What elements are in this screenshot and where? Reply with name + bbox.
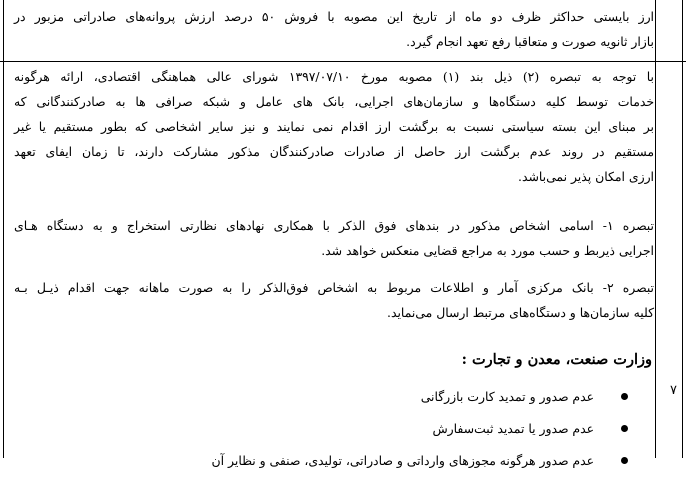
section-heading: وزارت صنعت، معدن و تجارت : xyxy=(461,351,652,368)
row-number: ۷ xyxy=(670,383,677,398)
list-item-text: عدم صدور و تمدید کارت بازرگانی xyxy=(420,389,594,404)
text-line: مستقیم در روند عدم برگشت ارز حاصل از صادرات صادرکنندگان مذکور مشارکت دارند، تا زمان ایفای تعهد xyxy=(14,144,654,159)
text-line: کلیه سازمان‌ها و دستگاه‌های مرتبط ارسال می‌نماید. xyxy=(387,305,654,320)
list-item xyxy=(14,445,608,477)
bullet-icon xyxy=(621,393,628,400)
note-2 xyxy=(14,275,654,325)
text-line: اجرایی ذیربط و حسب مورد به مراجع قضایی منعکس خواهد شد. xyxy=(321,243,654,258)
bullet-icon xyxy=(621,457,628,464)
list-item xyxy=(14,413,608,445)
text-line: تبصره ۱- اسامی اشخاص مذکور در بندهای فوق الذکر با همکاری نهادهای نظارتی استخراج و به دستگاه هـای xyxy=(14,218,654,233)
text-line: ارز بایستی حداکثر ظرف دو ماه از تاریخ این مصوبه با فروش ۵۰ درصد ارزش پروانه‌های صادراتی مزبور در xyxy=(14,9,654,24)
table-left-border xyxy=(3,0,4,458)
table-row-divider xyxy=(0,61,686,62)
table-column-divider xyxy=(655,0,656,458)
text-line: با توجه به تبصره (۲) ذیل بند (۱) مصوبه مورخ ۱۳۹۷/۰۷/۱۰ شورای عالی هماهنگی اقتصادی، ارائه هرگونه xyxy=(14,69,654,84)
text-line: بر مبنای این بسته سیاستی نسبت به برگشت ارز اقدام نمی نمایند و نیز سایر اشخاصی که بطور مستقیم یا غیر xyxy=(14,119,654,134)
note-1 xyxy=(14,213,654,263)
text-line: ارزی امکان پذیر نمی‌باشد. xyxy=(518,169,654,184)
list-item-text: عدم صدور هرگونه مجوزهای وارداتی و صادراتی، تولیدی، صنفی و نظایر آن xyxy=(211,453,594,468)
main-paragraph xyxy=(14,64,654,189)
text-line: تبصره ۲- بانک مرکزی آمار و اطلاعات مربوط به اشخاص فوق‌الذکر را به صورت ماهانه جهت اقدام ذیـل بـه xyxy=(14,280,655,295)
list-item-text: عدم صدور یا تمدید ثبت‌سفارش xyxy=(432,421,594,436)
list-item xyxy=(14,381,608,413)
requirements-list xyxy=(14,381,630,477)
text-line: خدمات توسط کلیه دستگاه‌ها و سازمان‌های اجرایی، بانک های عامل و شبکه صرافی ها به صادرکنندگانی که xyxy=(14,94,654,109)
bullet-icon xyxy=(621,425,628,432)
text-line: بازار ثانویه صورت و متعاقبا رفع تعهد انجام گیرد. xyxy=(406,34,654,49)
previous-row-text xyxy=(14,4,654,54)
